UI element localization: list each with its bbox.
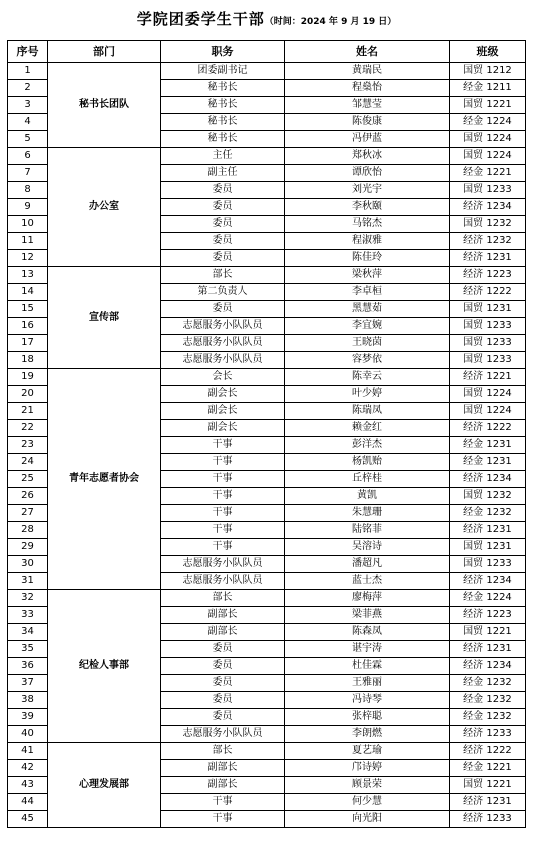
row-number: 22 (8, 420, 48, 437)
row-class: 经济 1223 (450, 267, 526, 284)
row-number: 3 (8, 97, 48, 114)
row-class: 国贸 1224 (450, 403, 526, 420)
row-name: 黄瑞民 (285, 63, 450, 80)
department-name: 秘书长团队 (48, 63, 161, 148)
row-role: 委员 (161, 199, 285, 216)
row-name: 梁秋萍 (285, 267, 450, 284)
row-name: 潘超凡 (285, 556, 450, 573)
row-class: 经济 1222 (450, 284, 526, 301)
row-number: 32 (8, 590, 48, 607)
row-role: 部长 (161, 743, 285, 760)
row-role: 委员 (161, 216, 285, 233)
row-class: 国贸 1221 (450, 624, 526, 641)
row-role: 秘书长 (161, 131, 285, 148)
row-name: 叶少婷 (285, 386, 450, 403)
row-number: 8 (8, 182, 48, 199)
row-role: 副会长 (161, 403, 285, 420)
row-number: 37 (8, 675, 48, 692)
row-role: 部长 (161, 590, 285, 607)
row-number: 39 (8, 709, 48, 726)
row-name: 陆铭菲 (285, 522, 450, 539)
row-name: 程淑雅 (285, 233, 450, 250)
department-name: 青年志愿者协会 (48, 369, 161, 590)
row-name: 李朗燃 (285, 726, 450, 743)
row-role: 干事 (161, 794, 285, 811)
row-class: 经济 1231 (450, 794, 526, 811)
row-number: 21 (8, 403, 48, 420)
table-header-row (8, 41, 526, 63)
row-class: 国贸 1224 (450, 148, 526, 165)
row-role: 委员 (161, 692, 285, 709)
row-name: 程燊怡 (285, 80, 450, 97)
row-class: 国贸 1224 (450, 131, 526, 148)
row-name: 冯诗琴 (285, 692, 450, 709)
row-name: 李宜婉 (285, 318, 450, 335)
row-name: 容梦依 (285, 352, 450, 369)
row-name: 谭欣怡 (285, 165, 450, 182)
row-role: 部长 (161, 267, 285, 284)
row-class: 经济 1233 (450, 811, 526, 828)
cadre-table (7, 40, 526, 828)
row-number: 44 (8, 794, 48, 811)
row-name: 黑慧茹 (285, 301, 450, 318)
row-name: 李卓桓 (285, 284, 450, 301)
row-class: 经金 1232 (450, 709, 526, 726)
row-class: 国贸 1232 (450, 488, 526, 505)
table-row (8, 148, 526, 165)
department-name: 宣传部 (48, 267, 161, 369)
header-class: 班级 (450, 41, 526, 63)
row-number: 4 (8, 114, 48, 131)
row-name: 陈森凤 (285, 624, 450, 641)
row-class: 国贸 1233 (450, 182, 526, 199)
row-name: 王晓茵 (285, 335, 450, 352)
table-row (8, 743, 526, 760)
row-class: 经济 1222 (450, 743, 526, 760)
row-number: 6 (8, 148, 48, 165)
table-row (8, 590, 526, 607)
row-number: 2 (8, 80, 48, 97)
row-role: 志愿服务小队队员 (161, 556, 285, 573)
row-role: 干事 (161, 811, 285, 828)
row-class: 经济 1232 (450, 233, 526, 250)
row-number: 25 (8, 471, 48, 488)
row-number: 34 (8, 624, 48, 641)
department-name: 心理发展部 (48, 743, 161, 828)
table-row (8, 63, 526, 80)
row-role: 团委副书记 (161, 63, 285, 80)
row-class: 国贸 1233 (450, 352, 526, 369)
row-number: 23 (8, 437, 48, 454)
row-role: 志愿服务小队队员 (161, 573, 285, 590)
row-number: 26 (8, 488, 48, 505)
row-number: 11 (8, 233, 48, 250)
row-role: 副部长 (161, 624, 285, 641)
row-class: 经济 1221 (450, 369, 526, 386)
row-name: 陈佳玲 (285, 250, 450, 267)
row-name: 王雅丽 (285, 675, 450, 692)
row-class: 经济 1234 (450, 199, 526, 216)
row-role: 副主任 (161, 165, 285, 182)
row-number: 15 (8, 301, 48, 318)
row-role: 副部长 (161, 760, 285, 777)
row-class: 经金 1224 (450, 590, 526, 607)
row-number: 29 (8, 539, 48, 556)
row-role: 会长 (161, 369, 285, 386)
row-class: 国贸 1233 (450, 318, 526, 335)
row-role: 干事 (161, 437, 285, 454)
row-number: 7 (8, 165, 48, 182)
row-name: 李秋颐 (285, 199, 450, 216)
row-class: 经济 1234 (450, 573, 526, 590)
row-number: 17 (8, 335, 48, 352)
header-role: 职务 (161, 41, 285, 63)
row-role: 委员 (161, 675, 285, 692)
row-number: 33 (8, 607, 48, 624)
row-name: 马铭杰 (285, 216, 450, 233)
row-name: 丘梓桂 (285, 471, 450, 488)
row-class: 国贸 1232 (450, 216, 526, 233)
row-role: 主任 (161, 148, 285, 165)
row-class: 国贸 1231 (450, 539, 526, 556)
row-number: 38 (8, 692, 48, 709)
row-role: 委员 (161, 641, 285, 658)
row-name: 夏艺瑜 (285, 743, 450, 760)
row-role: 志愿服务小队队员 (161, 352, 285, 369)
row-name: 顾景荣 (285, 777, 450, 794)
row-name: 郑秋冰 (285, 148, 450, 165)
title-date: （时间：2024 年 9 月 19 日） (264, 17, 397, 27)
department-name: 办公室 (48, 148, 161, 267)
row-class: 国贸 1221 (450, 777, 526, 794)
table-row (8, 369, 526, 386)
document-title (0, 8, 533, 29)
row-name: 张梓聪 (285, 709, 450, 726)
row-class: 经济 1231 (450, 522, 526, 539)
row-name: 邹慧莹 (285, 97, 450, 114)
row-number: 10 (8, 216, 48, 233)
row-role: 副会长 (161, 386, 285, 403)
row-number: 13 (8, 267, 48, 284)
row-name: 何少慧 (285, 794, 450, 811)
row-role: 副会长 (161, 420, 285, 437)
row-number: 43 (8, 777, 48, 794)
row-number: 36 (8, 658, 48, 675)
row-name: 黄凯 (285, 488, 450, 505)
row-class: 国贸 1233 (450, 556, 526, 573)
row-name: 冯伊蓝 (285, 131, 450, 148)
row-class: 经济 1223 (450, 607, 526, 624)
row-class: 经金 1211 (450, 80, 526, 97)
row-number: 40 (8, 726, 48, 743)
department-name: 纪检人事部 (48, 590, 161, 743)
row-name: 杜佳霖 (285, 658, 450, 675)
row-name: 朱慧珊 (285, 505, 450, 522)
row-class: 国贸 1231 (450, 301, 526, 318)
row-class: 经金 1231 (450, 437, 526, 454)
row-role: 委员 (161, 233, 285, 250)
row-number: 41 (8, 743, 48, 760)
row-role: 干事 (161, 471, 285, 488)
row-number: 45 (8, 811, 48, 828)
row-role: 委员 (161, 182, 285, 199)
row-name: 赖金红 (285, 420, 450, 437)
row-name: 蓝士杰 (285, 573, 450, 590)
row-class: 经金 1221 (450, 165, 526, 182)
row-role: 秘书长 (161, 114, 285, 131)
row-name: 吴溶诗 (285, 539, 450, 556)
row-role: 干事 (161, 539, 285, 556)
row-role: 委员 (161, 250, 285, 267)
header-name: 姓名 (285, 41, 450, 63)
row-role: 干事 (161, 522, 285, 539)
row-number: 16 (8, 318, 48, 335)
row-role: 委员 (161, 709, 285, 726)
row-number: 42 (8, 760, 48, 777)
title-main: 学院团委学生干部 (136, 10, 265, 28)
row-name: 陈幸云 (285, 369, 450, 386)
row-number: 14 (8, 284, 48, 301)
row-number: 9 (8, 199, 48, 216)
row-class: 国贸 1224 (450, 386, 526, 403)
table-body (8, 63, 526, 828)
row-class: 国贸 1212 (450, 63, 526, 80)
row-role: 秘书长 (161, 80, 285, 97)
row-number: 27 (8, 505, 48, 522)
row-class: 经济 1222 (450, 420, 526, 437)
header-no: 序号 (8, 41, 48, 63)
row-role: 秘书长 (161, 97, 285, 114)
row-number: 31 (8, 573, 48, 590)
row-name: 刘光宇 (285, 182, 450, 199)
row-class: 经金 1221 (450, 760, 526, 777)
row-role: 副部长 (161, 607, 285, 624)
row-role: 委员 (161, 658, 285, 675)
row-class: 经济 1234 (450, 471, 526, 488)
row-number: 18 (8, 352, 48, 369)
row-name: 梁菲燕 (285, 607, 450, 624)
row-name: 陈瑞凤 (285, 403, 450, 420)
row-name: 廖梅萍 (285, 590, 450, 607)
row-class: 经济 1231 (450, 250, 526, 267)
row-number: 28 (8, 522, 48, 539)
row-number: 5 (8, 131, 48, 148)
row-role: 委员 (161, 301, 285, 318)
row-class: 经济 1231 (450, 641, 526, 658)
row-class: 经金 1224 (450, 114, 526, 131)
row-class: 经金 1231 (450, 454, 526, 471)
row-role: 志愿服务小队队员 (161, 318, 285, 335)
row-name: 陈俊康 (285, 114, 450, 131)
row-number: 20 (8, 386, 48, 403)
row-role: 志愿服务小队队员 (161, 726, 285, 743)
row-number: 24 (8, 454, 48, 471)
row-class: 经金 1232 (450, 692, 526, 709)
row-class: 经济 1233 (450, 726, 526, 743)
header-department: 部门 (48, 41, 161, 63)
row-class: 国贸 1221 (450, 97, 526, 114)
row-role: 志愿服务小队队员 (161, 335, 285, 352)
table-row (8, 267, 526, 284)
row-class: 经济 1234 (450, 658, 526, 675)
row-name: 邝诗婷 (285, 760, 450, 777)
row-role: 干事 (161, 505, 285, 522)
row-name: 谌宇涛 (285, 641, 450, 658)
row-role: 副部长 (161, 777, 285, 794)
row-number: 35 (8, 641, 48, 658)
row-number: 1 (8, 63, 48, 80)
row-role: 干事 (161, 488, 285, 505)
row-class: 经金 1232 (450, 505, 526, 522)
row-class: 经金 1232 (450, 675, 526, 692)
row-role: 第二负责人 (161, 284, 285, 301)
row-role: 干事 (161, 454, 285, 471)
row-class: 国贸 1233 (450, 335, 526, 352)
row-number: 30 (8, 556, 48, 573)
row-name: 向光阳 (285, 811, 450, 828)
row-number: 12 (8, 250, 48, 267)
row-name: 彭洋杰 (285, 437, 450, 454)
row-name: 杨凯贻 (285, 454, 450, 471)
row-number: 19 (8, 369, 48, 386)
